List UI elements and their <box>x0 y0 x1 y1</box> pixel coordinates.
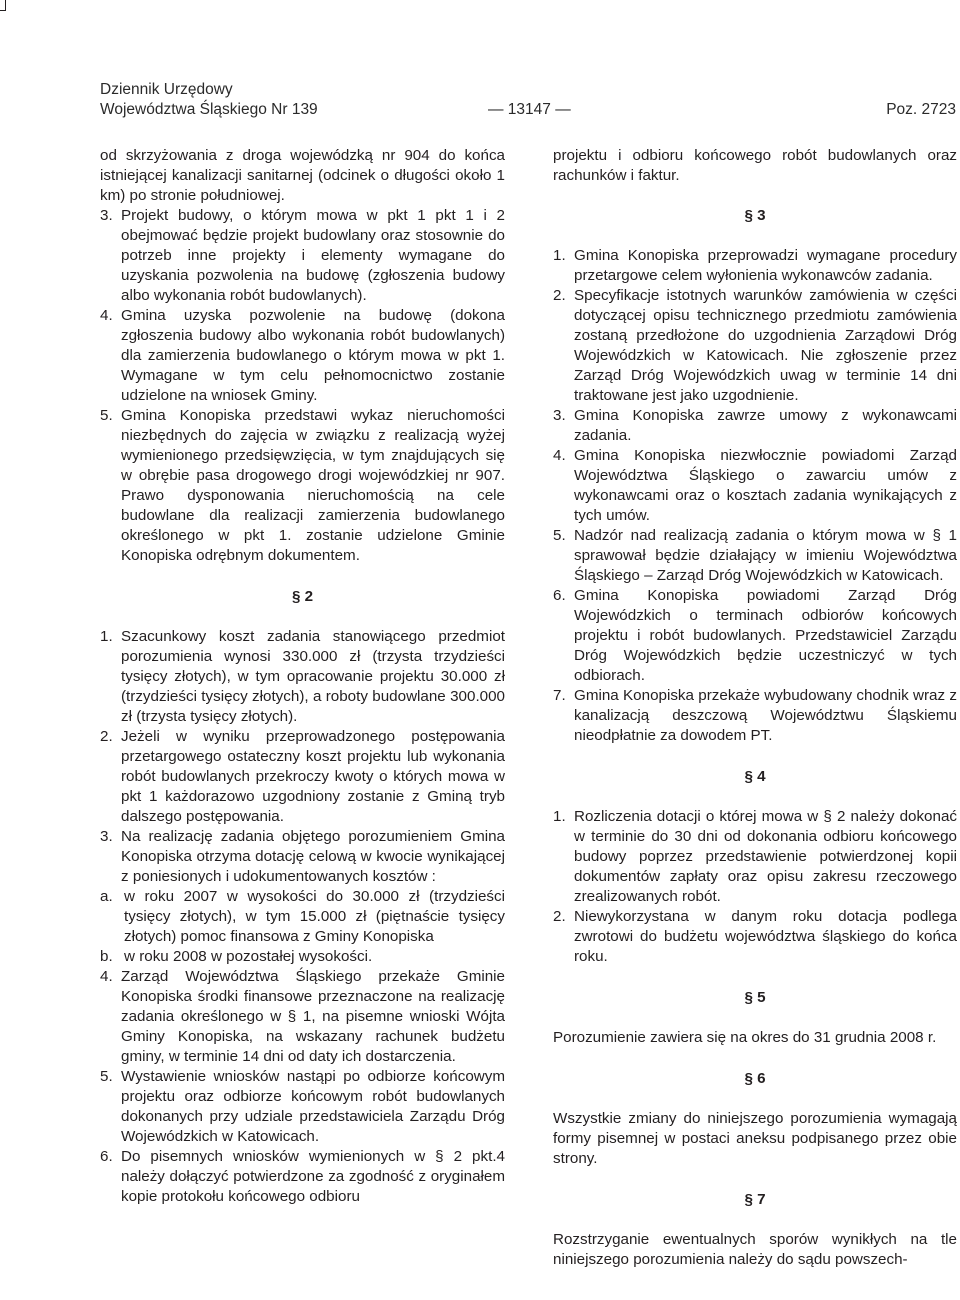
list-item <box>553 686 957 746</box>
item-text: Gmina Konopiska przedstawi wykaz nieruchomości niezbędnych do zajęcia w związku z realizacją wyżej wymienionego przedsięwzięcia, w tym znajdujących się w obrębie pasa drogowego drogi wojewódzkiej nr 907. Prawo dysponowania nieruchomością na cele budowlane dla realizacji zamierzenia budowlanego określonego w pkt 1. zostanie udzielone Gminie Konopiska odrębnym dokumentem. <box>121 407 505 564</box>
list-item <box>553 286 957 406</box>
item-text: Niewykorzystana w danym roku dotacja podlega zwrotowi do budżetu województwa śląskiego do końca roku. <box>574 908 957 965</box>
list-item <box>553 586 957 686</box>
list-item <box>100 827 505 887</box>
section-heading-4: § 4 <box>744 768 766 785</box>
list-item <box>100 967 505 1067</box>
item-number: 3. <box>100 207 113 224</box>
item-number: 2. <box>553 908 566 925</box>
crop-mark <box>0 0 6 11</box>
list-item <box>100 727 505 827</box>
item-text: Nadzór nad realizacją zadania o którym mowa w § 1 sprawował będzie działający w imieniu Województwa Śląskiego – Zarząd Dróg Wojewódzkich w Katowicach. <box>574 527 957 584</box>
item-text: Do pisemnych wniosków wymienionych w § 2 pkt.4 należy dołączyć potwierdzone za zgodność z oryginałem kopie protokołu końcowego odbioru <box>121 1148 505 1205</box>
section-heading-3: § 3 <box>744 207 766 224</box>
section-heading-6: § 6 <box>744 1070 766 1087</box>
item-text: w roku 2007 w wysokości do 30.000 zł (trzydzieści tysięcy złotych), w tym 15.000 zł (piętnaście tysięcy złotych) pomoc finansowa z Gminy Konopiska <box>124 888 505 945</box>
page-header <box>100 80 960 124</box>
item-text: Rozliczenia dotacji o której mowa w § 2 należy dokonać w terminie do 30 dni od dokonania odbioru końcowego budowy poprzez przedstawienie potwierdzonej kopii dokumentów zapłaty oraz opisu zakresu rzeczowego zrealizowanych robót. <box>574 808 957 905</box>
item-number: 3. <box>553 407 566 424</box>
continuation-paragraph: projektu i odbioru końcowego robót budowlanych oraz rachunków i faktur. <box>553 147 957 184</box>
item-text: Jeżeli w wyniku przeprowadzonego postępowania przetargowego ostateczny koszt projektu lub wykonania robót budowlanych przekroczy kwoty o których mowa w pkt 1 każdorazowo uzgodniony zostanie z Gminą tryb dalszego postępowania. <box>121 728 505 825</box>
item-text: Gmina Konopiska powiadomi Zarząd Dróg Wojewódzkich o terminach odbiorów końcowych projektu i robót budowlanych. Przedstawiciel Zarządu Dróg Wojewódzkich będzie uczestniczyć w tych odbiorach. <box>574 587 957 684</box>
section-heading-2: § 2 <box>291 588 314 605</box>
item-number: a. <box>100 888 113 905</box>
left-column <box>100 146 505 1207</box>
intro-paragraph: od skrzyżowania z droga wojewódzką nr 904 do końca istniejącej kanalizacji sanitarnej (odcinek o długości około 1 km) po stronie południowej. <box>100 147 505 204</box>
section-heading-7: § 7 <box>744 1191 766 1208</box>
section-heading-5: § 5 <box>744 989 766 1006</box>
publication-name: Dziennik Urzędowy <box>100 81 233 98</box>
list-item <box>553 907 957 967</box>
section-1-items <box>100 206 505 566</box>
list-item <box>100 947 505 967</box>
item-number: 6. <box>553 587 566 604</box>
item-number: 1. <box>553 808 566 825</box>
item-text: Gmina Konopiska zawrze umowy z wykonawcami zadania. <box>574 407 957 444</box>
section-2-items <box>100 627 505 887</box>
item-number: 5. <box>100 407 113 424</box>
position-number: Poz. 2723 <box>886 101 956 118</box>
item-number: 5. <box>553 527 566 544</box>
list-item <box>100 627 505 727</box>
section-5-text: Porozumienie zawiera się na okres do 31 grudnia 2008 r. <box>553 1029 937 1046</box>
list-item <box>100 306 505 406</box>
item-number: 5. <box>100 1068 113 1085</box>
item-text: Gmina Konopiska niezwłocznie powiadomi Zarząd Województwa Śląskiego o zawarciu umów z wykonawcami oraz o kosztach zadania wynikających z tych umów. <box>574 447 957 524</box>
item-text: Na realizację zadania objętego porozumieniem Gmina Konopiska otrzyma dotację celową w kwocie wynikającej z poniesionych i udokumentowanych kosztów : <box>121 828 505 885</box>
item-number: 3. <box>100 828 113 845</box>
item-number: 1. <box>100 628 113 645</box>
item-text: Specyfikacje istotnych warunków zamówienia w części dotyczącej opisu technicznego przedmiotu zamówienia zostaną przedłożone do uzgodnienia Zarządowi Dróg Wojewódzkich w Katowicach. Nie zgłoszenie przez Zarząd Dróg Wojewódzkich uwag w terminie 14 dni traktowane jest jako uzgodnienie. <box>574 287 957 404</box>
item-number: 7. <box>553 687 566 704</box>
item-number: 1. <box>553 247 566 264</box>
item-text: Projekt budowy, o którym mowa w pkt 1 pkt 1 i 2 obejmować będzie projekt budowlany oraz stosownie do potrzeb inne projekty i elementy wymagane do uzyskania pozwolenia na budowę (zgłoszenia budowy albo wykonania robót budowlanych). <box>121 207 505 304</box>
list-item <box>553 406 957 446</box>
section-7-text: Rozstrzyganie ewentualnych sporów wynikłych na tle niniejszego porozumienia należy do sądu powszech- <box>553 1231 957 1268</box>
section-6-text: Wszystkie zmiany do niniejszego porozumienia wymagają formy pisemnej w postaci aneksu podpisanego przez obie strony. <box>553 1110 957 1167</box>
item-text: w roku 2008 w pozostałej wysokości. <box>124 948 373 965</box>
item-number: 2. <box>100 728 113 745</box>
section-4-items <box>553 807 957 967</box>
item-number: b. <box>100 948 113 965</box>
section-3-items <box>553 246 957 746</box>
section-2-subitems <box>100 887 505 967</box>
list-item <box>553 526 957 586</box>
right-column <box>553 146 957 1270</box>
page-number: — 13147 — <box>488 101 571 118</box>
list-item <box>100 887 505 947</box>
item-number: 4. <box>100 968 113 985</box>
section-2-items-continued <box>100 967 505 1207</box>
list-item <box>100 406 505 566</box>
item-number: 2. <box>553 287 566 304</box>
item-number: 4. <box>100 307 113 324</box>
item-text: Gmina Konopiska przekaże wybudowany chodnik wraz z kanalizacją deszczową Województwu Śląskiemu nieodpłatnie za dowodem PT. <box>574 687 957 744</box>
list-item <box>553 246 957 286</box>
item-text: Gmina Konopiska przeprowadzi wymagane procedury przetargowe celem wyłonienia wykonawców zadania. <box>574 247 957 284</box>
list-item <box>553 807 957 907</box>
publication-region: Województwa Śląskiego Nr 139 <box>100 101 318 118</box>
item-number: 6. <box>100 1148 113 1165</box>
journal-title <box>100 80 318 120</box>
item-text: Zarząd Województwa Śląskiego przekaże Gminie Konopiska środki finansowe przeznaczone na realizację zadania określonego w § 1, na pisemne wnioski Wójta Gminy Konopiska, na wskazany rachunek budżetu gminy, w terminie 14 dni od daty ich dostarczenia. <box>121 968 505 1065</box>
list-item <box>100 1067 505 1147</box>
item-number: 4. <box>553 447 566 464</box>
item-text: Wystawienie wniosków nastąpi po odbiorze końcowym projektu oraz odbiorze końcowym robót budowlanych dokonanych przy udziale przedstawiciela Zarządu Dróg Wojewódzkich w Katowicach. <box>121 1068 505 1145</box>
list-item <box>100 206 505 306</box>
list-item <box>553 446 957 526</box>
item-text: Szacunkowy koszt zadania stanowiącego przedmiot porozumienia wynosi 330.000 zł (trzysta trzydzieści tysięcy złotych), w tym opracowanie projektu 30.000 zł (trzydzieści tysięcy złotych), a roboty budowlane 300.000 zł (trzysta tysięcy złotych). <box>121 628 505 725</box>
list-item <box>100 1147 505 1207</box>
item-text: Gmina uzyska pozwolenie na budowę (dokona zgłoszenia budowy albo wykonania robót budowlanych) dla zamierzenia budowlanego o którym mowa w pkt 1. Wymagane w tym celu pełnomocnictwo zostanie udzielone na wniosek Gminy. <box>121 307 505 404</box>
